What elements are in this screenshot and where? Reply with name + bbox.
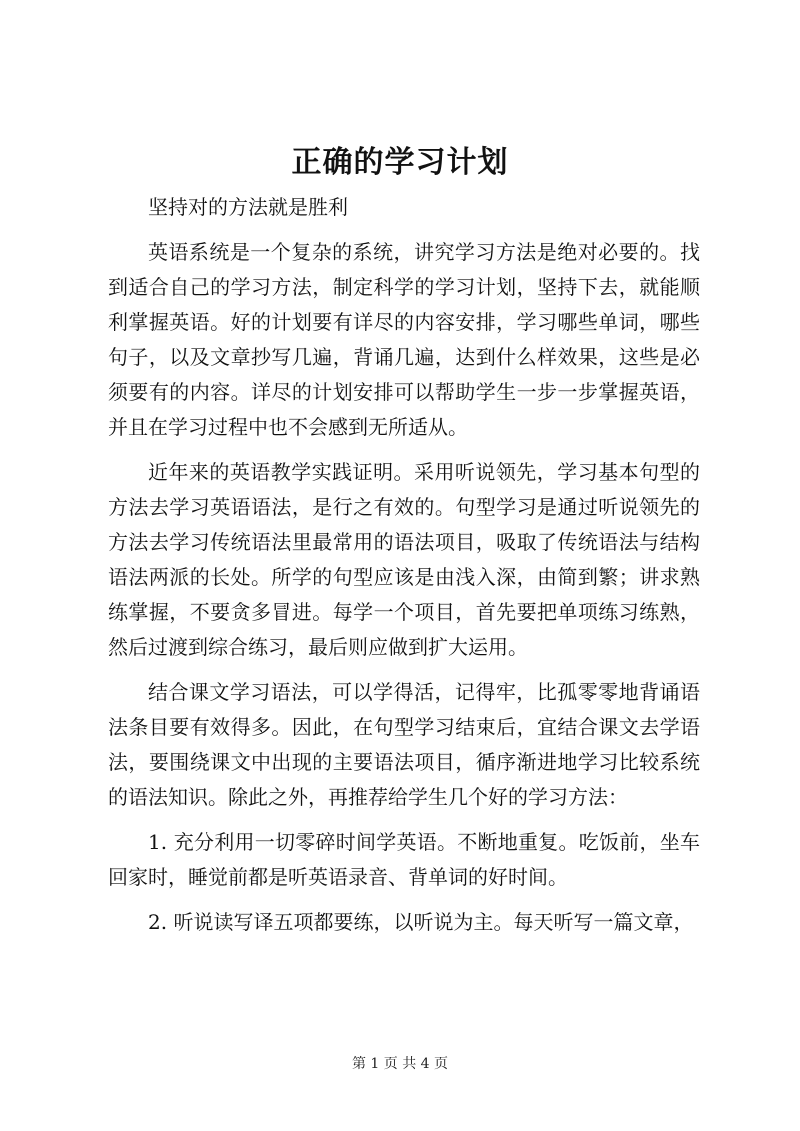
subtitle: 坚持对的方法就是胜利 (148, 195, 348, 219)
paragraph-2: 近年来的英语教学实践证明。采用听说领先，学习基本句型的方法去学习英语语法，是行之有效的。句型学习是通过听说领先的方法去学习传统语法里最常用的语法项目，吸取了传统语法与结构语法两派的长处。所学的句型应该是由浅入深，由简到繁；讲求熟练掌握，不要贪多冒进。每学一个项目，首先要把单项练习练熟，然后过渡到综合练习，最后则应做到扩大运用。 (108, 460, 700, 659)
list-item-2: 2. 听说读写译五项都要练，以听说为主。每天听写一篇文章， (148, 910, 694, 934)
list-item-1: 1. 充分利用一切零碎时间学英语。不断地重复。吃饭前，坐车回家时，睡觉前都是听英语录音、背单词的好时间。 (108, 830, 700, 889)
page-title: 正确的学习计划 (291, 145, 509, 180)
document-body (108, 190, 700, 940)
paragraph-1: 英语系统是一个复杂的系统，讲究学习方法是绝对必要的。找到适合自己的学习方法，制定科学的学习计划，坚持下去，就能顺利掌握英语。好的计划要有详尽的内容安排，学习哪些单词，哪些句子，以及文章抄写几遍，背诵几遍，达到什么样效果，这些是必须要有的内容。详尽的计划安排可以帮助学生一步一步掌握英语，并且在学习过程中也不会感到无所适从。 (108, 240, 700, 439)
paragraph-3: 结合课文学习语法，可以学得活，记得牢，比孤零零地背诵语法条目要有效得多。因此，在句型学习结束后，宜结合课文去学语法，要围绕课文中出现的主要语法项目，循序渐进地学习比较系统的语法知识。除此之外，再推荐给学生几个好的学习方法： (108, 680, 700, 809)
page-footer: 第 1 页 共 4 页 (351, 1056, 449, 1072)
